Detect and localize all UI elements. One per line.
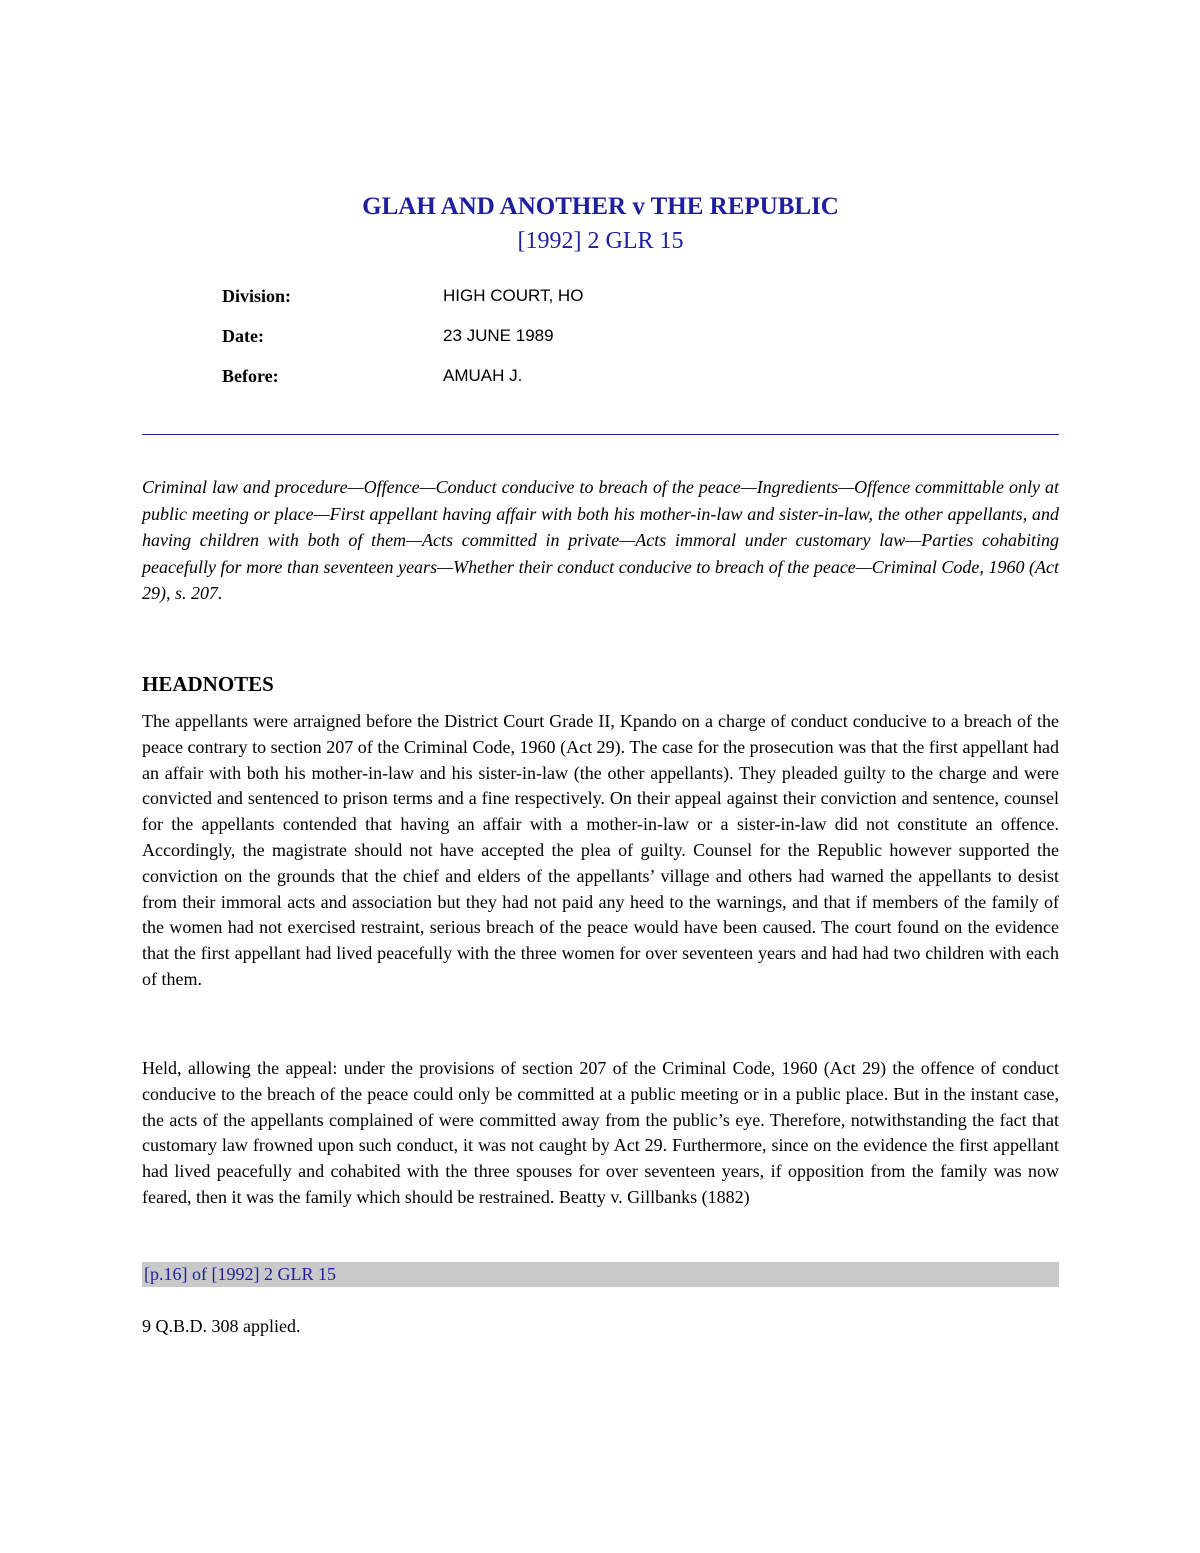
date-row [222, 324, 922, 364]
headnote-paragraph-held: Held, allowing the appeal: under the provisions of section 207 of the Criminal Code, 1960 (Act 29) the offence of conduct conducive to the breach of the peace could only be committed at a public meeting or in a public place. But in the instant case, the acts of the appellants complained of were committed away from the public’s eye. Therefore, notwithstanding the fact that customary law frowned upon such conduct, it was not caught by Act 29. Furthermore, since on the evidence the first appellant had lived peacefully and cohabited with the three spouses for over seventeen years, if opposition from the family was now feared, then it was the family which should be restrained. Beatty v. Gillbanks (1882) [142, 1058, 1059, 1207]
division-label: Division: [222, 286, 292, 306]
date-label: Date: [222, 326, 264, 346]
continuation-text: 9 Q.B.D. 308 applied. [142, 1316, 301, 1336]
division-row [222, 284, 922, 324]
case-metadata [222, 284, 922, 404]
headnotes-heading: HEADNOTES [142, 672, 274, 696]
before-row [222, 364, 922, 404]
before-label: Before: [222, 366, 279, 386]
page-marker-text: [p.16] of [1992] 2 GLR 15 [144, 1264, 336, 1284]
division-value: HIGH COURT, HO [443, 286, 584, 305]
catchwords: Criminal law and procedure—Offence—Conduct conducive to breach of the peace—Ingredients—Offence committable only at public meeting or place—First appellant having affair with both his mother-in-law and sister-in-law, the other appellants, and having children with both of them—Acts committed in private—Acts immoral under customary law—Parties cohabiting peacefully for more than seventeen years—Whether their conduct conducive to breach of the peace—Criminal Code, 1960 (Act 29), s. 207. [142, 477, 1059, 603]
headnote-paragraph-facts: The appellants were arraigned before the District Court Grade II, Kpando on a charge of conduct conducive to a breach of the peace contrary to section 207 of the Criminal Code, 1960 (Act 29). The case for the prosecution was that the first appellant had an affair with both his mother-in-law and his sister-in-law (the other appellants). They pleaded guilty to the charge and were convicted and sentenced to prison terms and a fine respectively. On their appeal against their conviction and sentence, counsel for the appellants contended that having an affair with a mother-in-law or a sister-in-law did not constitute an offence. Accordingly, the magistrate should not have accepted the plea of guilty. Counsel for the Republic however supported the conviction on the grounds that the chief and elders of the appellants’ village and others had warned the appellants to desist from their immoral acts and association but they had not paid any heed to the warnings, and that if members of the family of the women had not exercised restraint, serious breach of the peace would have been caused. The court found on the evidence that the first appellant had lived peacefully with the three women for over seventeen years and had had two children with each of them. [142, 711, 1059, 989]
case-citation: [1992] 2 GLR 15 [517, 228, 684, 254]
page-marker-bar [142, 1262, 1059, 1287]
date-value: 23 JUNE 1989 [443, 326, 554, 345]
header-divider [142, 434, 1059, 435]
before-value: AMUAH J. [443, 366, 523, 385]
case-title: GLAH AND ANOTHER v THE REPUBLIC [362, 193, 839, 220]
